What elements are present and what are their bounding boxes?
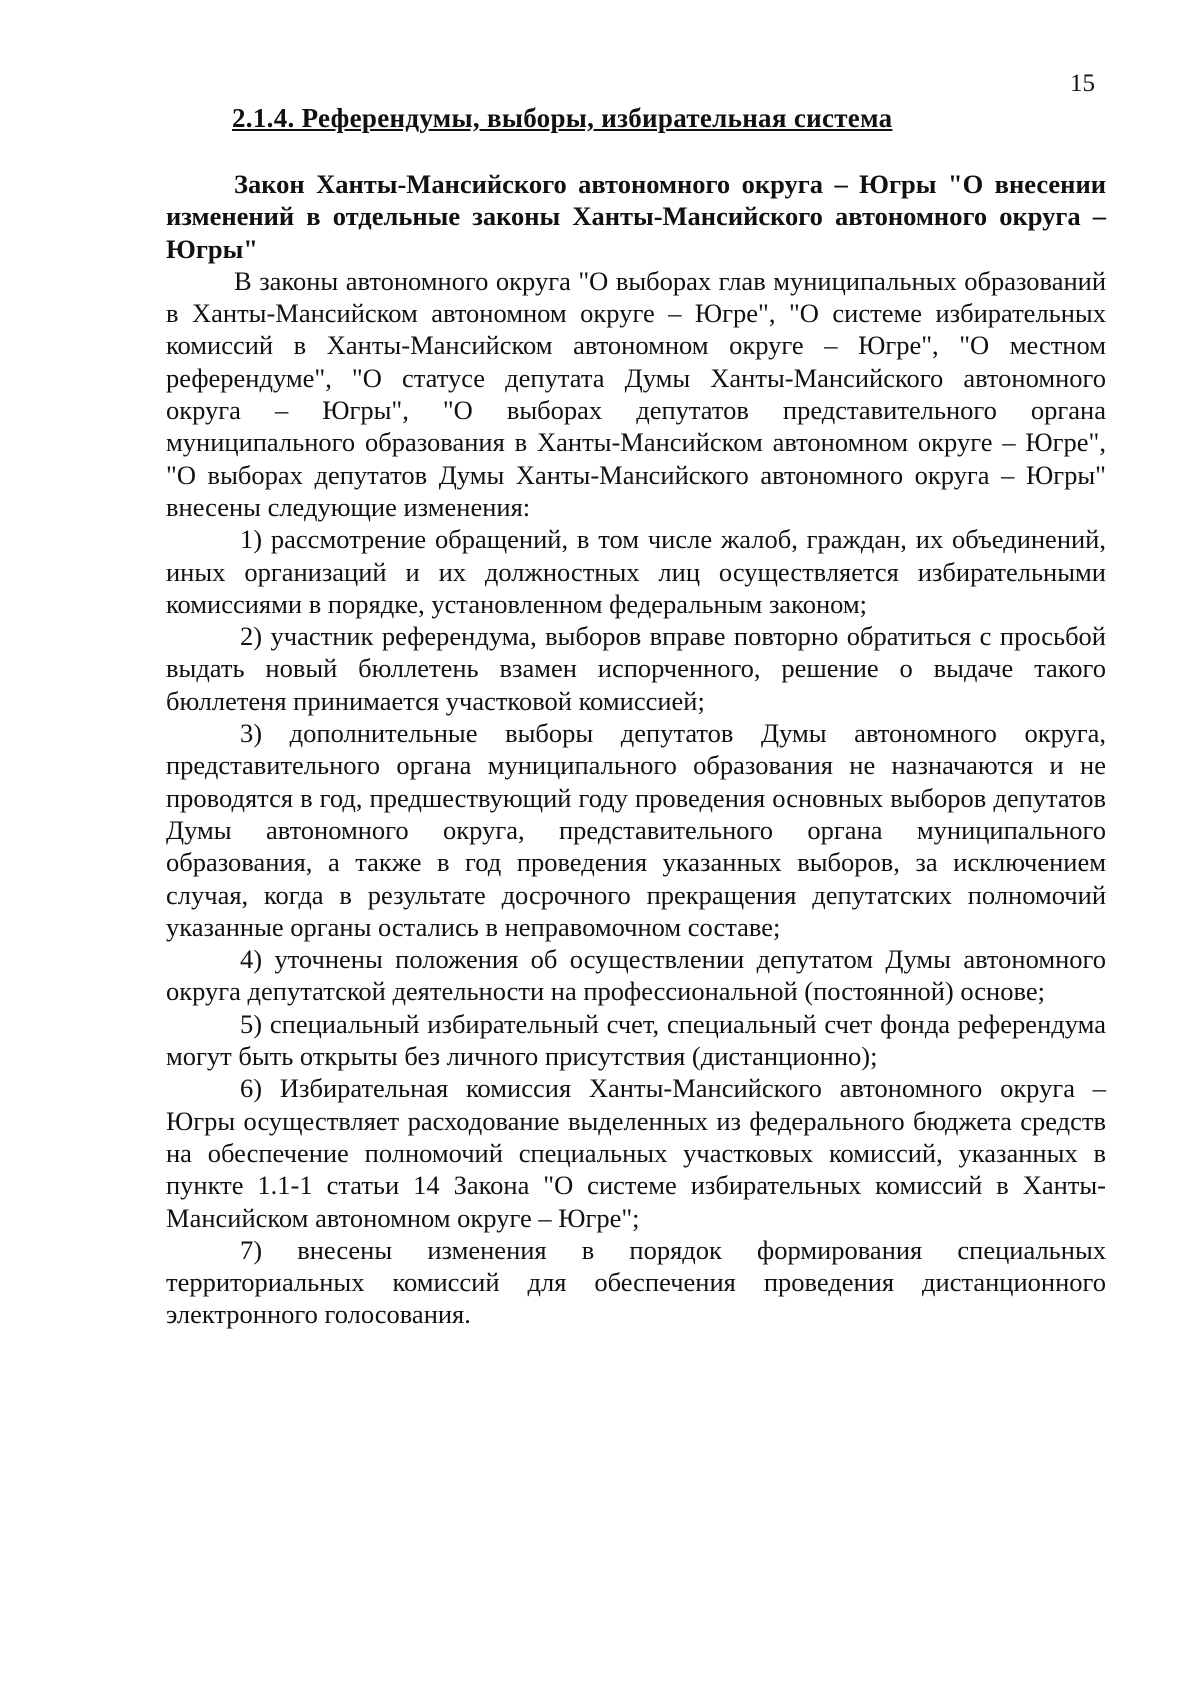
- list-item: 1) рассмотрение обращений, в том числе жалоб, граждан, их объединений, иных организаций и их должностных лиц осуществляется избирательными комиссиями в порядке, установленном федеральным законом;: [166, 524, 1106, 619]
- list-item: 7) внесены изменения в порядок формирования специальных территориальных комиссий для обеспечения проведения дистанционного электронного голосования.: [166, 1234, 1106, 1330]
- document-body: [166, 168, 1106, 1331]
- list-item: 6) Избирательная комиссия Ханты-Мансийского автономного округа – Югры осуществляет расходование выделенных из федерального бюджета средств на обеспечение полномочий специальных участковых комиссий, указанных в пункте 1.1-1 статьи 14 Закона "О системе избирательных комиссий в Ханты-Мансийском автономном округе – Югре";: [166, 1073, 1106, 1233]
- list-item: 4) уточнены положения об осуществлении депутатом Думы автономного округа депутатской деятельности на профессиональной (постоянной) основе;: [166, 944, 1106, 1007]
- page-number: 15: [1070, 70, 1095, 97]
- law-title: Закон Ханты-Мансийского автономного округа – Югры "О внесении изменений в отдельные законы Ханты-Мансийского автономного округа – Югры": [166, 169, 1106, 264]
- list-item: 5) специальный избирательный счет, специальный счет фонда референдума могут быть открыты без личного присутствия (дистанционно);: [166, 1008, 1106, 1072]
- section-title: 2.1.4. Референдумы, выборы, избирательная система: [232, 103, 893, 133]
- list-item: 2) участник референдума, выборов вправе повторно обратиться с просьбой выдать новый бюллетень взамен испорченного, решение о выдаче такого бюллетеня принимается участковой комиссией;: [166, 621, 1106, 716]
- intro-paragraph: В законы автономного округа "О выборах глав муниципальных образований в Ханты-Мансийском автономном округе – Югре", "О системе избирательных комиссий в Ханты-Мансийском автономном округе – Югре", "О местном референдуме", "О статусе депутата Думы Ханты-Мансийского автономного округа – Югры", "О выборах депутатов представительного органа муниципального образования в Ханты-Мансийском автономном округе – Югре", "О выборах депутатов Думы Ханты-Мансийского автономного округа – Югры" внесены следующие изменения:: [166, 265, 1106, 522]
- list-item: 3) дополнительные выборы депутатов Думы автономного округа, представительного органа муниципального образования не назначаются и не проводятся в год, предшествующий году проведения основных выборов депутатов Думы автономного округа, представительного органа муниципального образования, а также в год проведения указанных выборов, за исключением случая, когда в результате досрочного прекращения депутатских полномочий указанные органы остались в неправомочном составе;: [166, 718, 1106, 942]
